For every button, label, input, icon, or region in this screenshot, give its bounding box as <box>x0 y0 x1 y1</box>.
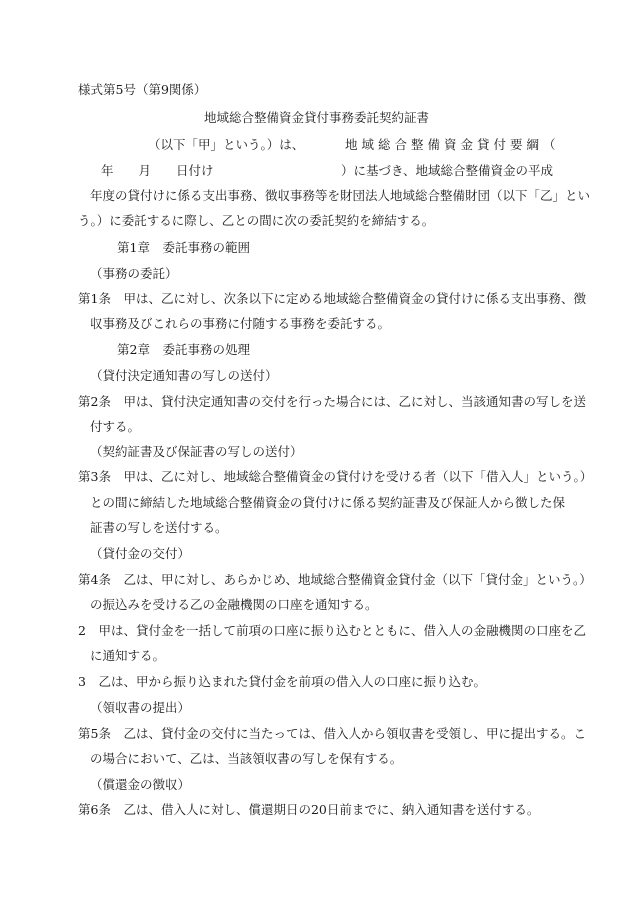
article-1-caption: （事務の委託） <box>90 266 178 281</box>
intro-line-1b: 地域総合整備資金貸付要綱（ <box>345 137 560 152</box>
article-6-caption: （償還金の徴収） <box>90 777 191 792</box>
article-4-caption: （貸付金の交付） <box>90 546 191 561</box>
article-4-para-2-line-1: 2 甲は、貸付金を一括して前項の口座に振り込むとともに、借入人の金融機関の口座を乙 <box>78 623 586 638</box>
article-5-caption: （領収書の提出） <box>90 700 191 715</box>
intro-line-1a: （以下「甲」という。）は、 <box>148 137 305 152</box>
document-title: 地域総合整備資金貸付事務委託契約証書 <box>204 110 430 125</box>
article-2-line-1: 第2条 甲は、貸付決定通知書の交付を行った場合には、乙に対し、当該通知書の写しを送 <box>78 394 586 409</box>
article-3-line-3: 証書の写しを送付する。 <box>90 520 228 535</box>
chapter-2-heading: 第2章 委託事務の処理 <box>117 342 250 357</box>
intro-line-3: 年度の貸付けに係る支出事務、徴収事務等を財団法人地域総合整備財団（以下「乙」とい <box>90 188 591 203</box>
article-5-line-2: の場合において、乙は、当該領収書の写しを保有する。 <box>90 751 403 766</box>
article-4-line-1: 第4条 乙は、甲に対し、あらかじめ、地域総合整備資金貸付金（以下「貸付金」という。） <box>78 572 592 587</box>
intro-line-2a: 年 月 日付け <box>101 163 214 178</box>
article-1-line-1: 第1条 甲は、乙に対し、次条以下に定める地域総合整備資金の貸付けに係る支出事務、徴 <box>78 291 586 306</box>
article-6-line-1: 第6条 乙は、借入人に対し、償還期日の20日前までに、納入通知書を送付する。 <box>78 802 540 817</box>
form-label: 様式第5号（第9関係） <box>78 82 207 97</box>
article-3-caption: （契約証書及び保証書の写しの送付） <box>90 444 303 459</box>
article-4-line-2: の振込みを受ける乙の金融機関の口座を通知する。 <box>90 597 378 612</box>
article-3-line-1: 第3条 甲は、乙に対し、地域総合整備資金の貸付けを受ける者（以下「借入人」という。） <box>78 469 593 484</box>
article-5-line-1: 第5条 乙は、貸付金の交付に当たっては、借入人から領収書を受領し、甲に提出する。こ <box>78 726 586 741</box>
article-4-para-2-line-2: に通知する。 <box>90 648 166 663</box>
article-3-line-2: との間に締結した地域総合整備資金の貸付けに係る契約証書及び保証人から徴した保 <box>90 495 566 510</box>
intro-line-2b: ）に基づき、地域総合整備資金の平成 <box>341 163 554 178</box>
chapter-1-heading: 第1章 委託事務の範囲 <box>117 240 250 255</box>
article-4-para-3: 3 乙は、甲から振り込まれた貸付金を前項の借入人の口座に振り込む。 <box>78 674 486 689</box>
article-2-line-2: 付する。 <box>90 419 141 434</box>
intro-line-4: う。）に委託するに際し、乙との間に次の委託契約を締結する。 <box>78 213 435 228</box>
article-1-line-2: 収事務及びこれらの事務に付随する事務を委託する。 <box>90 316 391 331</box>
article-2-caption: （貸付決定通知書の写しの送付） <box>90 368 278 383</box>
